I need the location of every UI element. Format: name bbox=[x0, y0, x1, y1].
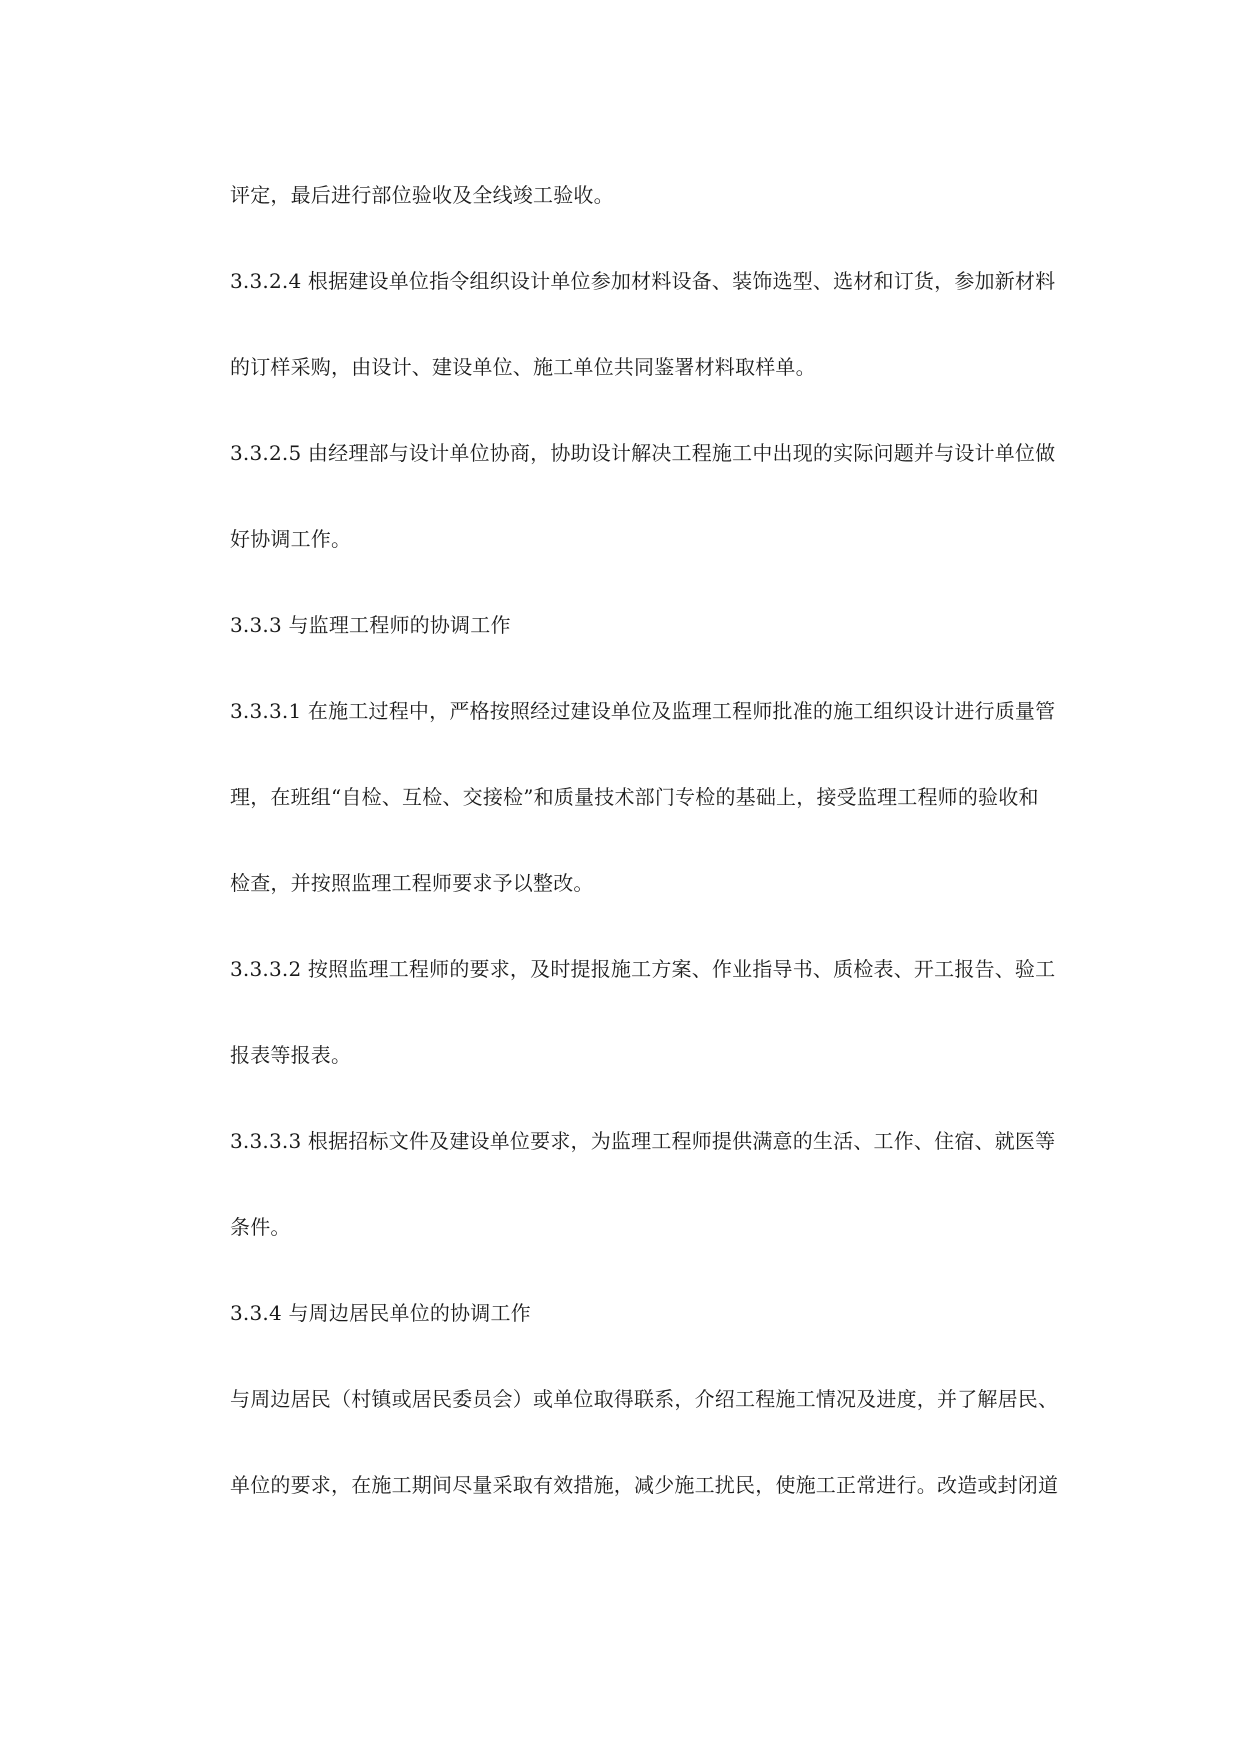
text-line: 3.3.2.4 根据建设单位指令组织设计单位参加材料设备、装饰选型、选材和订货，参加新材料 bbox=[230, 269, 1056, 293]
text-line: 好协调工作。 bbox=[230, 527, 352, 551]
section-heading: 3.3.4 与周边居民单位的协调工作 bbox=[230, 1301, 531, 1325]
text-line: 评定，最后进行部位验收及全线竣工验收。 bbox=[230, 183, 614, 207]
text-line: 条件。 bbox=[230, 1215, 291, 1239]
text-line: 3.3.3.3 根据招标文件及建设单位要求，为监理工程师提供满意的生活、工作、住宿、就医等 bbox=[230, 1129, 1056, 1153]
text-line: 与周边居民（村镇或居民委员会）或单位取得联系，介绍工程施工情况及进度，并了解居民、 bbox=[230, 1387, 1059, 1411]
section-heading: 3.3.3 与监理工程师的协调工作 bbox=[230, 613, 511, 637]
text-line: 的订样采购，由设计、建设单位、施工单位共同鉴署材料取样单。 bbox=[230, 355, 816, 379]
text-line: 理，在班组“自检、互检、交接检”和质量技术部门专检的基础上，接受监理工程师的验收和 bbox=[230, 785, 1039, 809]
text-line: 3.3.3.2 按照监理工程师的要求，及时提报施工方案、作业指导书、质检表、开工报告、验工 bbox=[230, 957, 1056, 981]
text-line: 3.3.2.5 由经理部与设计单位协商，协助设计解决工程施工中出现的实际问题并与设计单位做 bbox=[230, 441, 1056, 465]
text-line: 单位的要求，在施工期间尽量采取有效措施，减少施工扰民，使施工正常进行。改造或封闭道 bbox=[230, 1473, 1059, 1497]
text-line: 检查，并按照监理工程师要求予以整改。 bbox=[230, 871, 594, 895]
text-line: 3.3.3.1 在施工过程中，严格按照经过建设单位及监理工程师批准的施工组织设计进行质量管 bbox=[230, 699, 1056, 723]
text-line: 报表等报表。 bbox=[230, 1043, 352, 1067]
